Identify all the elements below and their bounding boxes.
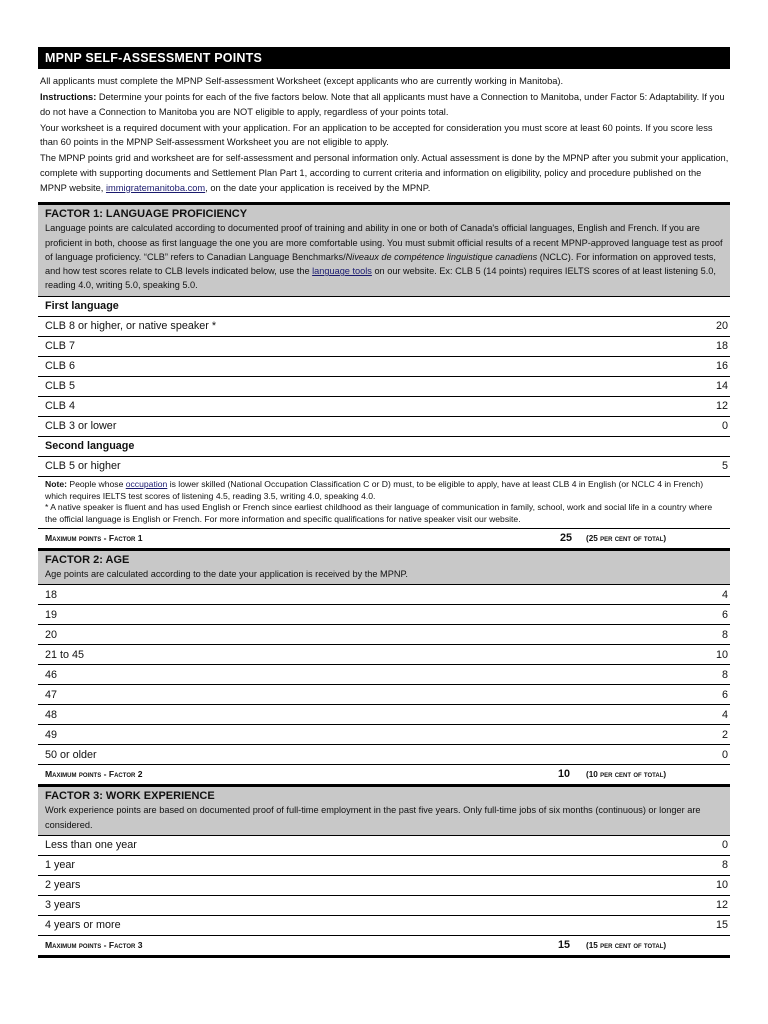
first-language-heading bbox=[38, 296, 730, 316]
factor1-title: FACTOR 1: LANGUAGE PROFICIENCY bbox=[45, 208, 248, 221]
first-language-label: First language bbox=[45, 300, 119, 313]
factor2-header bbox=[38, 551, 730, 584]
row-points: 5 bbox=[721, 460, 728, 473]
table-row bbox=[38, 316, 730, 336]
worksheet-page bbox=[38, 47, 730, 958]
second-language-label: Second language bbox=[45, 440, 135, 453]
factor1-desc-a: Language points are calculated according to documented proof of training and ability in one or both of Canada's official languages, English and French. If you are proficient in both, choose as first language the one you are more comfortable using. You must submit official results of a recent MPNP-approved language test as proof of language proficiency. “CLB” refers to Canadian Language Benchmarks/ bbox=[45, 223, 723, 262]
occupation-note bbox=[45, 479, 723, 503]
max-points-label: Maximum points - Factor 3 bbox=[45, 939, 143, 950]
age-rows bbox=[38, 584, 730, 764]
website-link[interactable]: immigratemanitoba.com bbox=[105, 182, 206, 193]
row-points: 20 bbox=[715, 320, 728, 333]
row-label: 1 year bbox=[45, 859, 76, 872]
max-points-label: Maximum points - Factor 2 bbox=[45, 769, 143, 780]
table-row bbox=[38, 895, 730, 915]
row-points: 0 bbox=[721, 839, 728, 852]
row-points: 8 bbox=[721, 668, 728, 681]
table-row bbox=[38, 855, 730, 875]
second-language-heading bbox=[38, 436, 730, 456]
factor2-max-row bbox=[38, 764, 730, 787]
table-row bbox=[38, 356, 730, 376]
table-row bbox=[38, 664, 730, 684]
row-points: 16 bbox=[715, 360, 728, 373]
factor1-notes bbox=[38, 476, 730, 528]
factor2-description: Age points are calculated according to the date your application is received by the MPNP. bbox=[45, 568, 408, 579]
table-row bbox=[38, 724, 730, 744]
occupation-link[interactable]: occupation bbox=[125, 478, 168, 489]
row-label: CLB 8 or higher, or native speaker * bbox=[45, 320, 217, 333]
row-points: 10 bbox=[715, 648, 728, 661]
row-label: CLB 3 or lower bbox=[45, 420, 117, 433]
row-label: 48 bbox=[45, 708, 58, 721]
intro-paragraph-3: Your worksheet is a required document with your application. For an application to be accepted for consideration you must score at least 60 points. If you score less than 60 points in the MPNP Self-assessment Worksheet you are not eligible to apply. bbox=[40, 122, 713, 148]
intro-section bbox=[38, 74, 730, 195]
intro-p4-text-b: , on the date your application is received by the MPNP. bbox=[205, 182, 431, 193]
row-points: 6 bbox=[721, 688, 728, 701]
row-label: 21 to 45 bbox=[45, 648, 85, 661]
factor3-title: FACTOR 3: WORK EXPERIENCE bbox=[45, 790, 215, 803]
row-label: 20 bbox=[45, 628, 58, 641]
table-row bbox=[38, 416, 730, 436]
table-row bbox=[38, 604, 730, 624]
row-points: 4 bbox=[721, 708, 728, 721]
row-label: 4 years or more bbox=[45, 919, 121, 932]
row-points: 18 bbox=[715, 340, 728, 353]
factor1-desc-italic: Niveaux de compétence linguistique canadiens bbox=[345, 251, 538, 262]
factor3-description: Work experience points are based on documented proof of full-time employment in the past five years. Only full-time jobs of six months (continuous) or longer are considered. bbox=[45, 805, 701, 830]
row-label: 47 bbox=[45, 688, 58, 701]
factor1-max-row bbox=[38, 528, 730, 551]
instructions-label: Instructions: bbox=[40, 92, 97, 103]
table-row bbox=[38, 396, 730, 416]
table-row bbox=[38, 684, 730, 704]
row-label: 18 bbox=[45, 588, 58, 601]
factor1-description bbox=[45, 221, 723, 292]
max-points-value: 15 bbox=[558, 938, 571, 951]
max-points-percent: (15 per cent of total) bbox=[586, 940, 667, 950]
language-tools-link[interactable]: language tools bbox=[312, 266, 372, 277]
table-row bbox=[38, 915, 730, 935]
row-points: 2 bbox=[721, 728, 728, 741]
max-points-percent: (25 per cent of total) bbox=[586, 533, 667, 543]
table-row bbox=[38, 376, 730, 396]
intro-paragraph-4 bbox=[40, 151, 730, 195]
row-points: 10 bbox=[715, 879, 728, 892]
row-label: CLB 5 bbox=[45, 380, 76, 393]
work-experience-rows bbox=[38, 835, 730, 935]
row-points: 6 bbox=[721, 608, 728, 621]
row-label: CLB 6 bbox=[45, 360, 76, 373]
table-row bbox=[38, 456, 730, 476]
intro-p4-text-a: The MPNP points grid and worksheet are for self-assessment and personal information only. Actual assessment is done by the MPNP after you submit your application, complete with supporting documents and Settlement Plan Part 1, according to current criteria and information on eligibility, policy and procedure published on the MPNP website, bbox=[40, 153, 729, 193]
max-points-value: 10 bbox=[558, 768, 571, 781]
row-label: CLB 4 bbox=[45, 400, 76, 413]
row-points: 8 bbox=[721, 628, 728, 641]
note-label: Note: bbox=[45, 478, 67, 489]
intro-instructions bbox=[40, 90, 730, 119]
row-points: 8 bbox=[721, 859, 728, 872]
row-label: 49 bbox=[45, 728, 58, 741]
page-title: MPNP SELF-ASSESSMENT POINTS bbox=[38, 47, 730, 69]
row-points: 4 bbox=[721, 588, 728, 601]
row-label: 46 bbox=[45, 668, 58, 681]
first-language-rows bbox=[38, 316, 730, 436]
table-row bbox=[38, 744, 730, 764]
native-speaker-note: * A native speaker is fluent and has used English or French since earliest childhood as their language of communication in family, school, work and social life in a country where the official language is English or French. For more information and specific qualifications for native speaker visit our website. bbox=[45, 502, 713, 525]
factor3-header bbox=[38, 787, 730, 835]
table-row bbox=[38, 336, 730, 356]
max-points-label: Maximum points - Factor 1 bbox=[45, 532, 143, 543]
max-points-percent: (10 per cent of total) bbox=[586, 770, 667, 780]
row-label: 3 years bbox=[45, 899, 81, 912]
row-label: CLB 5 or higher bbox=[45, 460, 121, 473]
factor3-max-row bbox=[38, 935, 730, 958]
note-text-a: People whose bbox=[66, 478, 126, 489]
factor2-title: FACTOR 2: AGE bbox=[45, 553, 130, 566]
table-row bbox=[38, 584, 730, 604]
row-points: 12 bbox=[715, 400, 728, 413]
row-label: 19 bbox=[45, 608, 58, 621]
table-row bbox=[38, 644, 730, 664]
row-points: 0 bbox=[721, 420, 728, 433]
note-text-b: is lower skilled (National Occupation Classification C or D) must, to be eligible to apply, have at least CLB 4 in English (or NCLC 4 in French) which requires IELTS test scores of listening 4.5, reading 3.5, writing 4.0, speaking 4.0. bbox=[45, 478, 704, 501]
max-points-value: 25 bbox=[560, 531, 573, 544]
row-label: Less than one year bbox=[45, 839, 137, 852]
row-label: 50 or older bbox=[45, 748, 97, 761]
row-label: 2 years bbox=[45, 879, 81, 892]
table-row bbox=[38, 835, 730, 855]
row-points: 12 bbox=[715, 899, 728, 912]
table-row bbox=[38, 704, 730, 724]
factor1-desc-b: (NCLC). For information on approved tests, and how test scores relate to CLB levels indicated below, use the bbox=[45, 251, 716, 277]
row-points: 0 bbox=[721, 748, 728, 761]
row-points: 14 bbox=[715, 380, 728, 393]
factor1-desc-c: on our website. Ex: CLB 5 (14 points) requires IELTS scores of at least listening 5.0, reading 4.0, writing 5.0, speaking 5.0. bbox=[45, 266, 716, 291]
row-label: CLB 7 bbox=[45, 340, 76, 353]
row-points: 15 bbox=[715, 919, 728, 932]
table-row bbox=[38, 624, 730, 644]
intro-paragraph-1: All applicants must complete the MPNP Self-assessment Worksheet (except applicants who are currently working in Manitoba). bbox=[40, 76, 564, 86]
table-row bbox=[38, 875, 730, 895]
instructions-text: Determine your points for each of the five factors below. Note that all applicants must have a Connection to Manitoba, under Factor 5: Adaptability. If you do not have a Connection to Manitoba you are NOT eligible to apply, regardless of your points total. bbox=[40, 92, 725, 117]
factor1-header bbox=[38, 202, 730, 295]
